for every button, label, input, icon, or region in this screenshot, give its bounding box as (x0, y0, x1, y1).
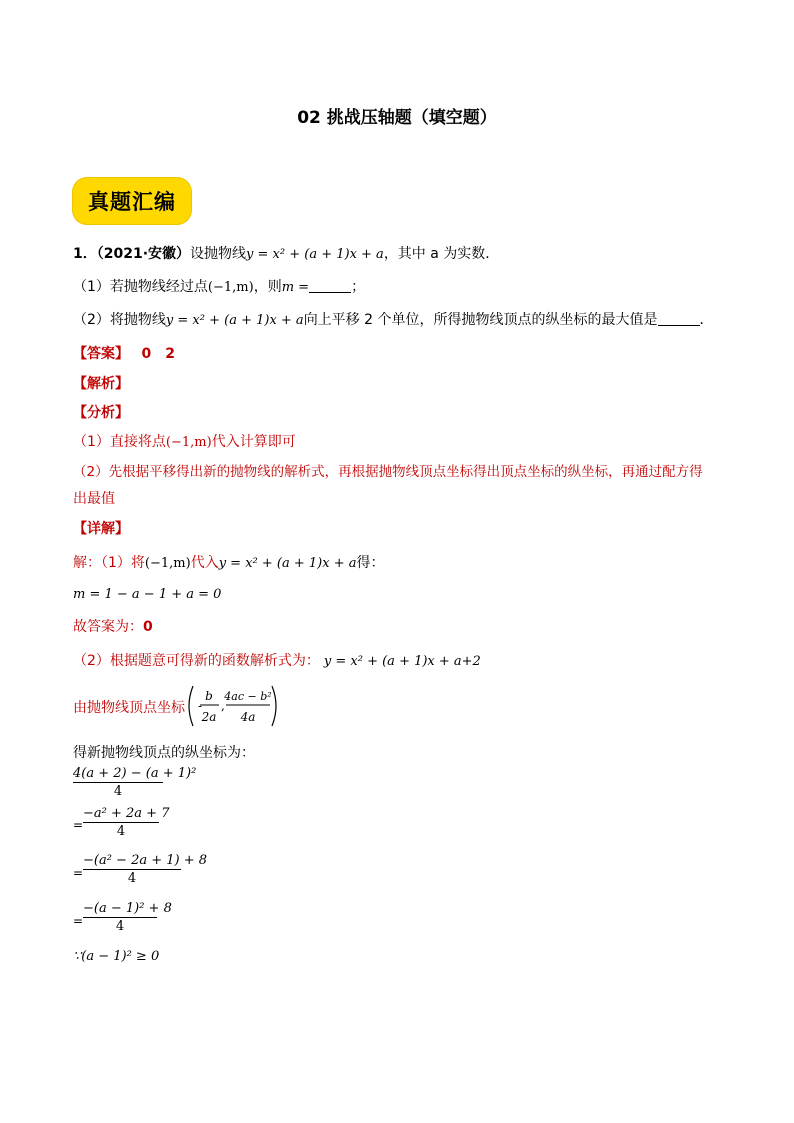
solution-1 (73, 552, 384, 572)
detail-label: 【详解】 (73, 521, 129, 537)
svg-text:-: - (198, 699, 203, 713)
step3-num: −(a² − 2a + 1) + 8 (83, 853, 208, 868)
sol1-answer-value: 0 (143, 619, 153, 635)
vertex-den2: 4a (240, 710, 256, 724)
part2-prefix: （2）将抛物线 (73, 312, 166, 328)
step2-num: −a² + 2a + 7 (83, 806, 170, 821)
part1-blank[interactable] (309, 280, 351, 293)
sol1-end: 得： (356, 555, 385, 571)
sol1-mid: 代入 (190, 555, 219, 571)
part2-suffix: 向上平移 2 个单位，所得抛物线顶点的纵坐标的最大值是 (303, 312, 658, 328)
fenxi1-prefix: （1）直接将点 (73, 434, 166, 450)
sol2-prefix: （2）根据题意可得新的函数解析式为： (73, 653, 320, 669)
vertex-den1: 2a (201, 710, 217, 724)
fenxi-2-line1: （2）先根据平移得出新的抛物线的解析式，再根据抛物线顶点坐标得出顶点坐标的纵坐标，再通过配方得 (73, 464, 703, 480)
vertex-coordinate-formula (185, 683, 280, 729)
sol1-calc: m = 1 − a − 1 + a = 0 (73, 587, 222, 602)
sol1-formula: y = x² + (a + 1)x + a (218, 556, 357, 571)
fenxi1-point: (−1,m) (165, 435, 212, 450)
part1-m: m = (281, 280, 310, 295)
sol1-answer (73, 616, 153, 636)
sol1-answer-prefix: 故答案为： (73, 619, 143, 635)
step3-fraction (83, 853, 208, 886)
question-part1 (73, 276, 365, 296)
fenxi-label: 【分析】 (73, 405, 129, 421)
part1-prefix: （1）若抛物线经过点 (73, 279, 208, 295)
part1-mid: ，则 (253, 279, 282, 295)
vertex-num1: b (205, 689, 213, 703)
fenxi-2-line2: 出最值 (73, 491, 115, 507)
analysis-label: 【解析】 (73, 376, 129, 392)
part2-blank[interactable] (658, 313, 700, 326)
step1-num: 4(a + 2) − (a + 1)² (73, 766, 197, 781)
question-part2 (73, 309, 714, 329)
step1-den: 4 (113, 784, 123, 799)
vertex-num2: 4ac − b² (224, 690, 272, 703)
part1-point: (−1,m) (207, 280, 254, 295)
fenxi-1 (73, 431, 296, 451)
part2-end: ． (699, 312, 714, 328)
step2-den: 4 (116, 824, 126, 839)
fenxi1-suffix: 代入计算即可 (211, 434, 296, 450)
stem-formula: y = x² + (a + 1)x + a (246, 247, 384, 262)
answer-line (73, 343, 175, 363)
step4-fraction (83, 901, 172, 934)
answer-values: 0 2 (141, 346, 175, 362)
question-stem (73, 243, 499, 263)
page-title: 02 挑战压轴题（填空题） (297, 108, 497, 128)
step1-fraction (73, 766, 197, 799)
step2-fraction (83, 806, 170, 839)
svg-text:,: , (221, 699, 225, 713)
step3-den: 4 (127, 871, 137, 886)
step4-den: 4 (115, 919, 125, 934)
sol1-prefix: 解：（1）将 (73, 555, 145, 571)
part1-end: ； (351, 279, 366, 295)
solution-2 (73, 650, 481, 670)
sol2-formula: y = x² + (a + 1)x + a+2 (323, 654, 481, 669)
stem-prefix: 设抛物线 (190, 246, 247, 262)
section-badge: 真题汇编 (73, 178, 191, 224)
answer-label: 【答案】 (73, 346, 129, 362)
step4-num: −(a − 1)² + 8 (83, 901, 172, 916)
stem-suffix: ，其中 a 为实数． (383, 246, 500, 262)
because-line: ∵(a − 1)² ≥ 0 (73, 949, 160, 964)
part2-formula: y = x² + (a + 1)x + a (165, 313, 304, 328)
vertex-prefix: 由抛物线顶点坐标 (73, 700, 185, 716)
question-source: （2021·安徽） (96, 246, 191, 262)
question-number: 1． (73, 246, 97, 262)
sol1-point: (−1,m) (144, 556, 191, 571)
ycoord-label: 得新抛物线顶点的纵坐标为： (73, 745, 255, 761)
